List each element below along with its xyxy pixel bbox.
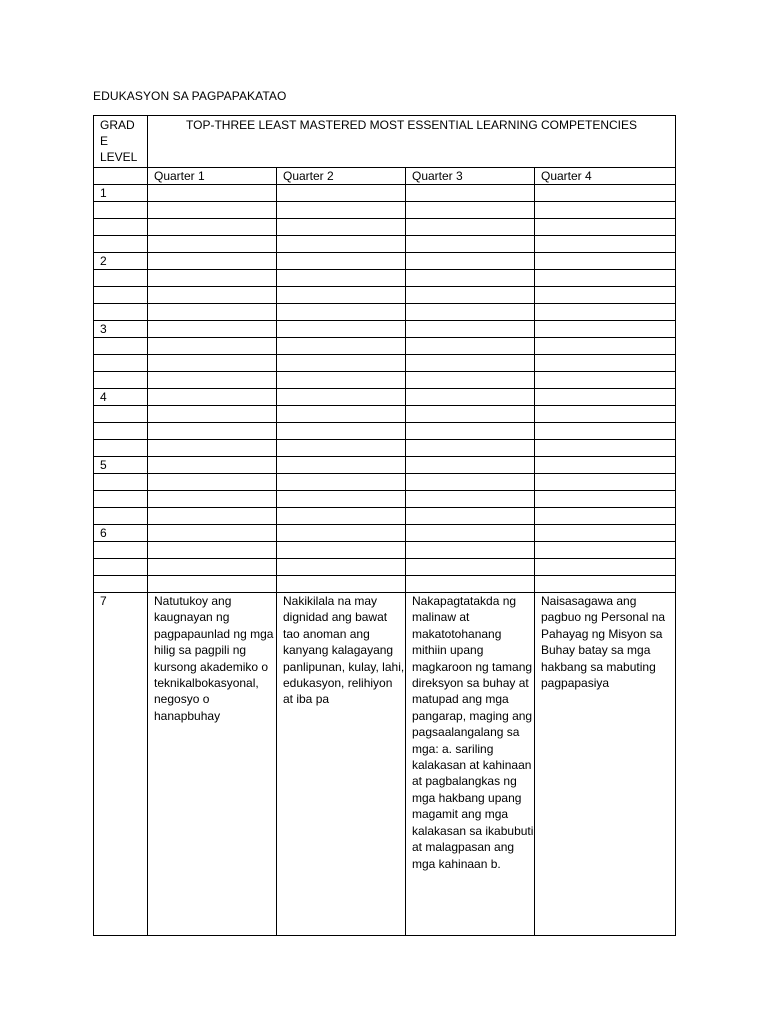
grade-5-blank-row xyxy=(94,508,676,525)
quarter-2-cell xyxy=(277,304,406,321)
quarter-3-cell xyxy=(406,423,535,440)
grade-2-blank-row xyxy=(94,287,676,304)
quarter-1-cell xyxy=(148,372,277,389)
quarter-3-cell xyxy=(406,287,535,304)
grade-cell-empty xyxy=(94,355,148,372)
grade-7-quarter-4: Naisasagawa ang pagbuo ng Personal na Pahayag ng Misyon sa Buhay batay sa mga hakbang sa mabuting pagpapasiya xyxy=(535,593,676,936)
quarter-4-header: Quarter 4 xyxy=(535,168,676,185)
quarter-2-cell xyxy=(277,559,406,576)
quarter-3-cell xyxy=(406,321,535,338)
quarter-1-cell xyxy=(148,423,277,440)
grade-1-blank-row xyxy=(94,202,676,219)
quarter-3-cell xyxy=(406,525,535,542)
quarter-2-header: Quarter 2 xyxy=(277,168,406,185)
quarter-3-cell xyxy=(406,202,535,219)
grade-3-label: 3 xyxy=(94,321,148,338)
quarter-3-cell xyxy=(406,185,535,202)
quarter-1-cell xyxy=(148,440,277,457)
quarter-1-cell xyxy=(148,253,277,270)
quarter-1-cell xyxy=(148,338,277,355)
grade-1-blank-row xyxy=(94,236,676,253)
quarter-3-cell xyxy=(406,372,535,389)
grade-3-row xyxy=(94,321,676,338)
quarter-3-cell xyxy=(406,270,535,287)
quarter-3-cell xyxy=(406,559,535,576)
quarter-3-cell xyxy=(406,457,535,474)
quarter-4-cell xyxy=(535,576,676,593)
grade-6-blank-row xyxy=(94,576,676,593)
quarter-1-cell xyxy=(148,270,277,287)
quarter-3-header: Quarter 3 xyxy=(406,168,535,185)
quarter-3-cell xyxy=(406,338,535,355)
grade-cell-empty xyxy=(94,270,148,287)
quarter-4-cell xyxy=(535,491,676,508)
quarter-1-cell xyxy=(148,236,277,253)
grade-cell-empty xyxy=(94,474,148,491)
quarter-3-cell xyxy=(406,440,535,457)
grade-1-blank-row xyxy=(94,219,676,236)
grade-cell-empty xyxy=(94,491,148,508)
quarter-3-cell xyxy=(406,406,535,423)
quarter-2-cell xyxy=(277,355,406,372)
grade-2-label: 2 xyxy=(94,253,148,270)
grade-cell-empty xyxy=(94,304,148,321)
grade-5-blank-row xyxy=(94,491,676,508)
quarter-2-cell xyxy=(277,440,406,457)
quarter-2-cell xyxy=(277,576,406,593)
quarter-4-cell xyxy=(535,236,676,253)
quarter-4-cell xyxy=(535,219,676,236)
quarter-3-cell xyxy=(406,253,535,270)
document-title: EDUKASYON SA PAGPAPAKATAO xyxy=(93,89,287,103)
grade-7-quarter-1: Natutukoy ang kaugnayan ng pagpapaunlad ng mga hilig sa pagpili ng kursong akademiko o teknikalbokasyonal, negosyo o hanapbuhay xyxy=(148,593,277,936)
quarter-4-cell xyxy=(535,542,676,559)
grade-6-blank-row xyxy=(94,559,676,576)
grade-4-blank-row xyxy=(94,440,676,457)
quarter-2-cell xyxy=(277,372,406,389)
grade-6-blank-row xyxy=(94,542,676,559)
quarter-2-cell xyxy=(277,219,406,236)
quarter-2-cell xyxy=(277,287,406,304)
grade-6-row xyxy=(94,525,676,542)
grade-cell-empty xyxy=(94,202,148,219)
quarter-2-cell xyxy=(277,525,406,542)
grade-7-quarter-2: Nakikilala na may dignidad ang bawat tao anoman ang kanyang kalagayang panlipunan, kulay, lahi, edukasyon, relihiyon at iba pa xyxy=(277,593,406,936)
quarter-2-cell xyxy=(277,474,406,491)
grade-3-blank-row xyxy=(94,355,676,372)
quarter-4-cell xyxy=(535,372,676,389)
quarter-4-cell xyxy=(535,355,676,372)
quarter-4-cell xyxy=(535,423,676,440)
quarter-2-cell xyxy=(277,389,406,406)
quarter-4-cell xyxy=(535,525,676,542)
quarter-1-cell xyxy=(148,525,277,542)
grade-cell-empty xyxy=(94,219,148,236)
header-row xyxy=(94,116,676,168)
quarter-2-cell xyxy=(277,508,406,525)
quarter-1-header: Quarter 1 xyxy=(148,168,277,185)
quarter-4-cell xyxy=(535,270,676,287)
grade-7-row xyxy=(94,593,676,936)
grade-cell-empty xyxy=(94,559,148,576)
grade-2-blank-row xyxy=(94,304,676,321)
quarter-1-cell xyxy=(148,355,277,372)
quarter-2-cell xyxy=(277,253,406,270)
quarter-1-cell xyxy=(148,491,277,508)
quarter-1-cell xyxy=(148,389,277,406)
grade-5-row xyxy=(94,457,676,474)
quarter-2-cell xyxy=(277,406,406,423)
quarter-3-cell xyxy=(406,355,535,372)
quarter-4-cell xyxy=(535,406,676,423)
quarter-4-cell xyxy=(535,559,676,576)
quarter-1-cell xyxy=(148,474,277,491)
table-body xyxy=(94,116,676,936)
quarter-2-cell xyxy=(277,491,406,508)
grade-cell-empty xyxy=(94,338,148,355)
quarter-header-row xyxy=(94,168,676,185)
grade-1-row xyxy=(94,185,676,202)
quarter-4-cell xyxy=(535,474,676,491)
grade-4-blank-row xyxy=(94,406,676,423)
quarter-2-cell xyxy=(277,423,406,440)
quarter-3-cell xyxy=(406,389,535,406)
grade-3-blank-row xyxy=(94,372,676,389)
quarter-2-cell xyxy=(277,338,406,355)
quarter-1-cell xyxy=(148,542,277,559)
quarter-4-cell xyxy=(535,338,676,355)
quarter-3-cell xyxy=(406,542,535,559)
grade-cell-empty xyxy=(94,406,148,423)
quarter-2-cell xyxy=(277,202,406,219)
quarter-1-cell xyxy=(148,219,277,236)
quarter-1-cell xyxy=(148,287,277,304)
quarter-4-cell xyxy=(535,508,676,525)
quarter-3-cell xyxy=(406,236,535,253)
quarter-1-cell xyxy=(148,321,277,338)
quarter-1-cell xyxy=(148,406,277,423)
quarter-3-cell xyxy=(406,219,535,236)
grade-5-label: 5 xyxy=(94,457,148,474)
quarter-3-cell xyxy=(406,576,535,593)
quarter-4-cell xyxy=(535,440,676,457)
grade-5-blank-row xyxy=(94,474,676,491)
quarter-1-cell xyxy=(148,185,277,202)
quarter-4-cell xyxy=(535,304,676,321)
quarter-1-cell xyxy=(148,457,277,474)
quarter-1-cell xyxy=(148,559,277,576)
quarter-1-cell xyxy=(148,508,277,525)
grade-2-row xyxy=(94,253,676,270)
grade-7-quarter-3: Nakapagtatakda ng malinaw at makatotohanang mithiin upang magkaroon ng tamang direksyon sa buhay at matupad ang mga pangarap, maging ang pagsaalangalang sa mga: a. sariling kalakasan at kahinaan at pagbalangkas ng mga hakbang upang magamit ang mga kalakasan sa ikabubuti at malagpasan ang mga kahinaan b. xyxy=(406,593,535,936)
grade-4-label: 4 xyxy=(94,389,148,406)
quarter-2-cell xyxy=(277,270,406,287)
quarter-3-cell xyxy=(406,304,535,321)
quarter-header-empty xyxy=(94,168,148,185)
grade-cell-empty xyxy=(94,508,148,525)
grade-cell-empty xyxy=(94,372,148,389)
grade-level-header: GRAD E LEVEL xyxy=(94,116,148,168)
quarter-1-cell xyxy=(148,576,277,593)
grade-2-blank-row xyxy=(94,270,676,287)
quarter-2-cell xyxy=(277,542,406,559)
grade-cell-empty xyxy=(94,440,148,457)
grade-4-blank-row xyxy=(94,423,676,440)
grade-cell-empty xyxy=(94,423,148,440)
grade-7-label: 7 xyxy=(94,593,148,936)
grade-cell-empty xyxy=(94,287,148,304)
quarter-2-cell xyxy=(277,457,406,474)
competency-table xyxy=(93,115,676,936)
quarter-4-cell xyxy=(535,253,676,270)
quarter-4-cell xyxy=(535,202,676,219)
quarter-4-cell xyxy=(535,457,676,474)
quarter-4-cell xyxy=(535,287,676,304)
grade-cell-empty xyxy=(94,236,148,253)
grade-cell-empty xyxy=(94,576,148,593)
quarter-3-cell xyxy=(406,491,535,508)
quarter-4-cell xyxy=(535,321,676,338)
grade-3-blank-row xyxy=(94,338,676,355)
competencies-header: TOP-THREE LEAST MASTERED MOST ESSENTIAL LEARNING COMPETENCIES xyxy=(148,116,676,168)
quarter-2-cell xyxy=(277,321,406,338)
quarter-4-cell xyxy=(535,389,676,406)
grade-cell-empty xyxy=(94,542,148,559)
grade-4-row xyxy=(94,389,676,406)
quarter-2-cell xyxy=(277,236,406,253)
quarter-3-cell xyxy=(406,508,535,525)
quarter-2-cell xyxy=(277,185,406,202)
grade-6-label: 6 xyxy=(94,525,148,542)
grade-1-label: 1 xyxy=(94,185,148,202)
quarter-1-cell xyxy=(148,304,277,321)
quarter-4-cell xyxy=(535,185,676,202)
quarter-3-cell xyxy=(406,474,535,491)
quarter-1-cell xyxy=(148,202,277,219)
